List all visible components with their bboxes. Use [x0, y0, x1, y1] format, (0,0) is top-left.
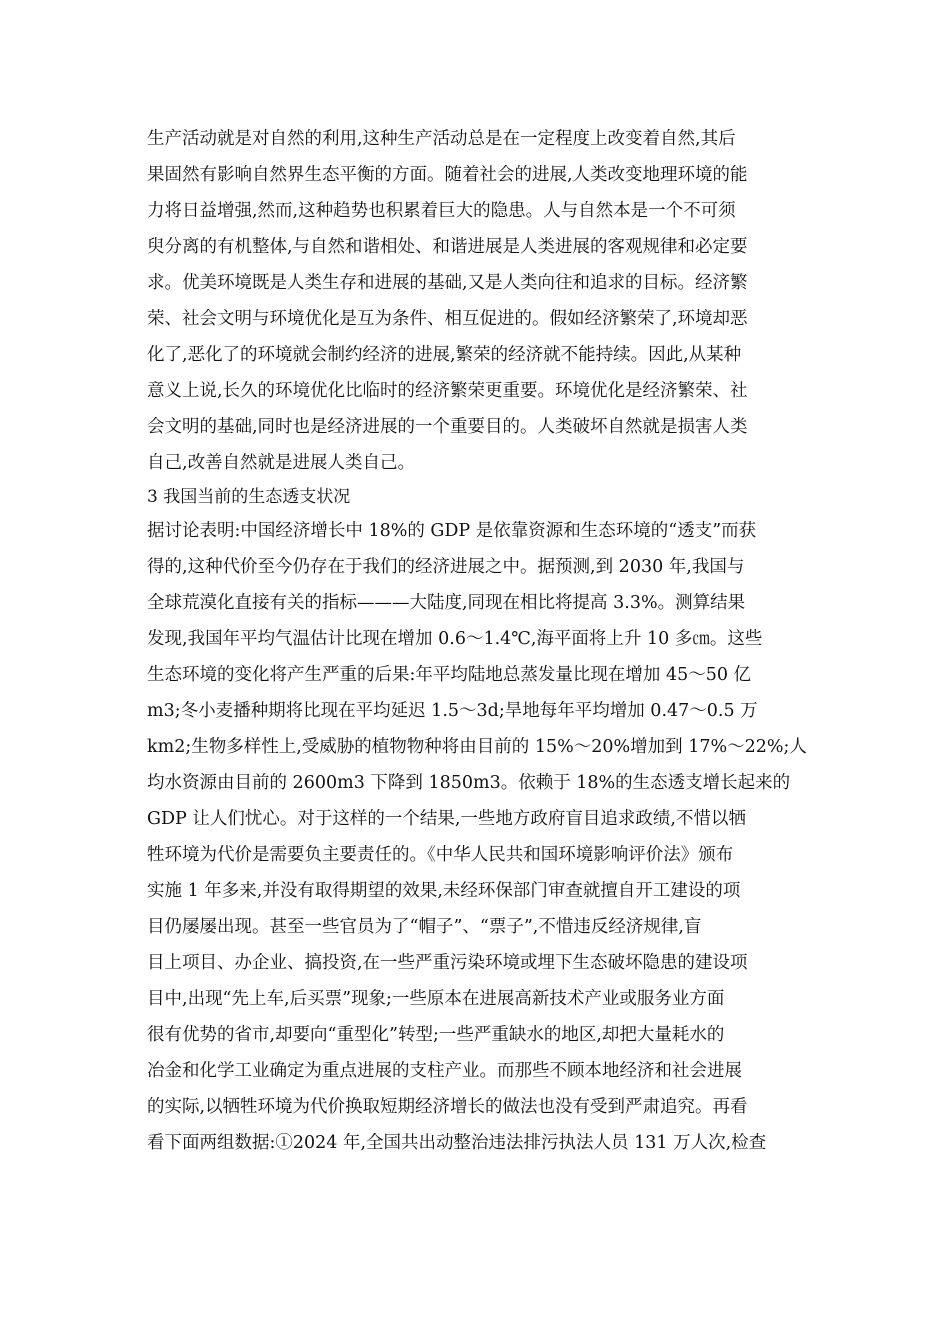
- paragraph-1-line: 会文明的基础,同时也是经济进展的一个重要目的。人类破坏自然就是损害人类: [147, 417, 748, 437]
- paragraph-2-line: m3;冬小麦播种期将比现在平均延迟 1.5～3d;旱地每年平均增加 0.47～0.5 万: [147, 701, 758, 721]
- paragraph-2-line: GDP 让人们忧心。对于这样的一个结果,一些地方政府盲目追求政绩,不惜以牺: [147, 809, 746, 829]
- paragraph-2-line: 发现,我国年平均气温估计比现在增加 0.6～1.4℃,海平面将上升 10 多㎝。这些: [147, 629, 763, 649]
- paragraph-1-line: 求。优美环境既是人类生存和进展的基础,又是人类向往和追求的目标。经济繁: [147, 273, 748, 293]
- paragraph-2-line: 冶金和化学工业确定为重点进展的支柱产业。而那些不顾本地经济和社会进展: [147, 1061, 742, 1081]
- paragraph-2-line: 生态环境的变化将产生严重的后果:年平均陆地总蒸发量比现在增加 45～50 亿: [147, 665, 752, 685]
- paragraph-1-line: 力将日益增强,然而,这种趋势也积累着巨大的隐患。人与自然本是一个不可须: [147, 201, 736, 221]
- paragraph-1-line: 自己,改善自然就是进展人类自己。: [147, 453, 416, 473]
- paragraph-1-line: 臾分离的有机整体,与自然和谐相处、和谐进展是人类进展的客观规律和必定要: [147, 237, 748, 257]
- paragraph-2-line: 目上项目、办企业、搞投资,在一些严重污染环境或埋下生态破坏隐患的建设项: [147, 953, 748, 973]
- paragraph-1-line: 荣、社会文明与环境优化是互为条件、相互促进的。假如经济繁荣了,环境却恶: [147, 309, 748, 329]
- paragraph-2-line: 均水资源由目前的 2600m3 下降到 1850m3。依赖于 18%的生态透支增长起来的: [147, 773, 791, 793]
- paragraph-2-line: 目中,出现“先上车,后买票”现象;一些原本在进展高新技术产业或服务业方面: [147, 989, 725, 1009]
- paragraph-2-line: 据讨论表明:中国经济增长中 18%的 GDP 是依靠资源和生态环境的“透支”而获: [147, 521, 757, 541]
- paragraph-2-line: 看下面两组数据:①2024 年,全国共出动整治违法排污执法人员 131 万人次,检查: [147, 1133, 767, 1153]
- paragraph-2-line: 的实际,以牺牲环境为代价换取短期经济增长的做法也没有受到严肃追究。再看: [147, 1097, 748, 1117]
- paragraph-2-line: km2;生物多样性上,受威胁的植物物种将由目前的 15%～20%增加到 17%～22%;人: [147, 737, 807, 757]
- paragraph-2-line: 很有优势的省市,却要向“重型化”转型;一些严重缺水的地区,却把大量耗水的: [147, 1025, 725, 1045]
- paragraph-1-line: 意义上说,长久的环境优化比临时的经济繁荣更重要。环境优化是经济繁荣、社: [147, 381, 748, 401]
- paragraph-2-line: 牲环境为代价是需要负主要责任的。《中华人民共和国环境影响评价法》颁布: [147, 845, 734, 865]
- paragraph-1-line: 生产活动就是对自然的利用,这种生产活动总是在一定程度上改变着自然,其后: [147, 129, 736, 149]
- section-heading: 3 我国当前的生态透支状况: [147, 487, 351, 507]
- paragraph-2-line: 实施 1 年多来,并没有取得期望的效果,未经环保部门审查就擅自开工建设的项: [147, 881, 741, 901]
- paragraph-2-line: 目仍屡屡出现。甚至一些官员为了“帽子”、“票子”,不惜违反经济规律,盲: [147, 917, 702, 937]
- paragraph-1-line: 果固然有影响自然界生态平衡的方面。随着社会的进展,人类改变地理环境的能: [147, 165, 748, 185]
- paragraph-1-line: 化了,恶化了的环境就会制约经济的进展,繁荣的经济就不能持续。因此,从某种: [147, 345, 742, 365]
- paragraph-2-line: 全球荒漠化直接有关的指标———大陆度,同现在相比将提高 3.3%。测算结果: [147, 593, 746, 613]
- paragraph-2-line: 得的,这种代价至今仍存在于我们的经济进展之中。据预测,到 2030 年,我国与: [147, 557, 745, 577]
